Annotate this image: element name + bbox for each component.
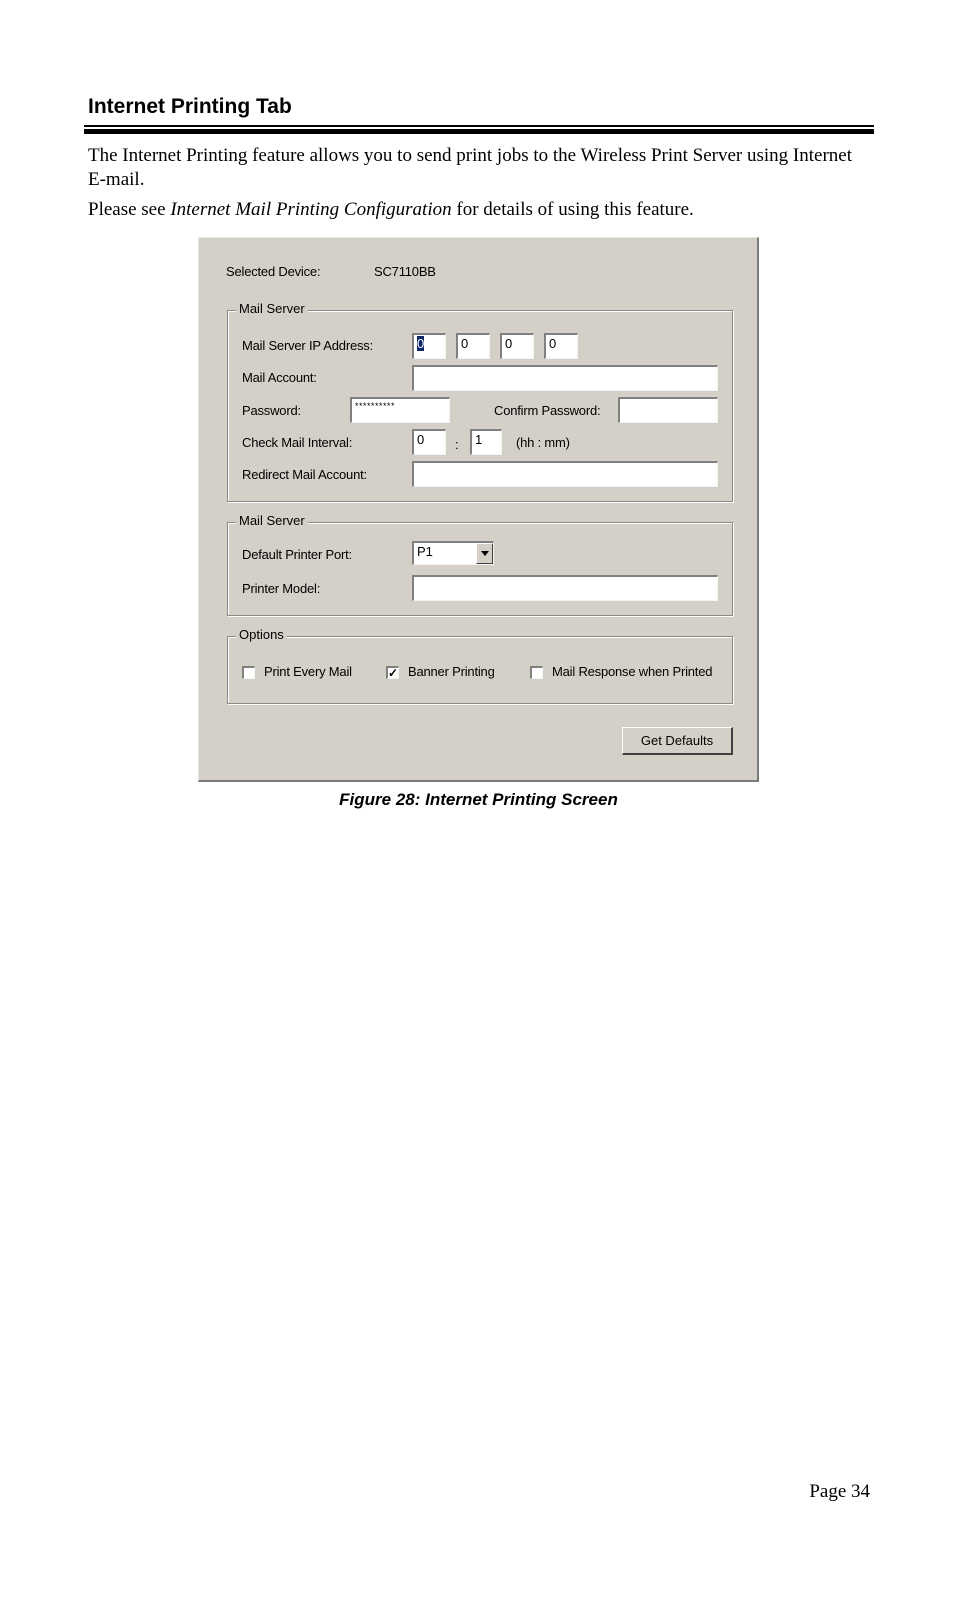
ip-octet-3-input[interactable]: 0 [500,333,534,359]
printer-settings-group [227,513,733,616]
mail-response-checkbox[interactable] [530,666,543,679]
redirect-mail-account-input[interactable] [412,461,718,487]
ip-octet-1-value: 0 [417,336,425,351]
options-group-legend: Options [236,627,287,643]
check-mail-interval-label: Check Mail Interval: [242,435,353,450]
chevron-down-icon[interactable] [476,543,493,564]
mail-response-label: Mail Response when Printed [552,664,713,679]
page-heading: Internet Printing Tab [88,95,292,118]
password-label: Password: [242,403,301,418]
printer-model-input[interactable] [412,575,718,601]
selected-device-value: SC7110BB [374,264,436,279]
default-printer-port-label: Default Printer Port: [242,547,352,562]
mail-server-group-legend: Mail Server [236,301,308,317]
password-input[interactable]: ********** [350,397,450,423]
figure-caption: Figure 28: Internet Printing Screen [339,790,618,809]
banner-printing-label: Banner Printing [408,664,495,679]
mail-account-label: Mail Account: [242,370,317,385]
print-every-mail-checkbox[interactable] [242,666,255,679]
printer-model-label: Printer Model: [242,581,321,596]
banner-printing-checkbox[interactable] [386,666,399,679]
default-printer-port-value: P1 [417,544,433,559]
ip-octet-2-input[interactable]: 0 [456,333,490,359]
ip-octet-4-input[interactable]: 0 [544,333,578,359]
heading-rule-thin [84,125,874,127]
interval-hours-input[interactable]: 0 [412,429,446,455]
mail-server-ip-label: Mail Server IP Address: [242,338,373,353]
internet-printing-dialog [198,237,759,782]
selected-device-label: Selected Device: [226,264,321,279]
print-every-mail-label: Print Every Mail [264,664,352,679]
printer-settings-group-legend: Mail Server [236,513,308,529]
options-group [227,627,733,704]
mail-account-input[interactable] [412,365,718,391]
checkmark-icon: ✓ [388,666,399,680]
reference-link-text: Internet Mail Printing Configuration [170,199,452,220]
confirm-password-input[interactable] [618,397,718,423]
reference-prefix: Please see [88,199,171,220]
default-printer-port-select[interactable] [412,541,494,565]
mail-server-group [227,301,733,502]
confirm-password-label: Confirm Password: [494,403,601,418]
interval-separator: : [455,437,459,452]
ip-octet-1-input[interactable] [412,333,446,359]
interval-minutes-input[interactable]: 1 [470,429,502,455]
reference-suffix: for details of using this feature. [451,199,694,220]
heading-rule-thick [84,129,874,134]
interval-unit-label: (hh : mm) [516,435,570,450]
intro-paragraph: The Internet Printing feature allows you to send print jobs to the Wireless Print Server using Internet E-mail. [88,145,852,190]
get-defaults-button[interactable]: Get Defaults [622,727,733,755]
reference-paragraph [88,198,868,222]
page-number: Page 34 [809,1481,870,1502]
redirect-mail-account-label: Redirect Mail Account: [242,467,367,482]
